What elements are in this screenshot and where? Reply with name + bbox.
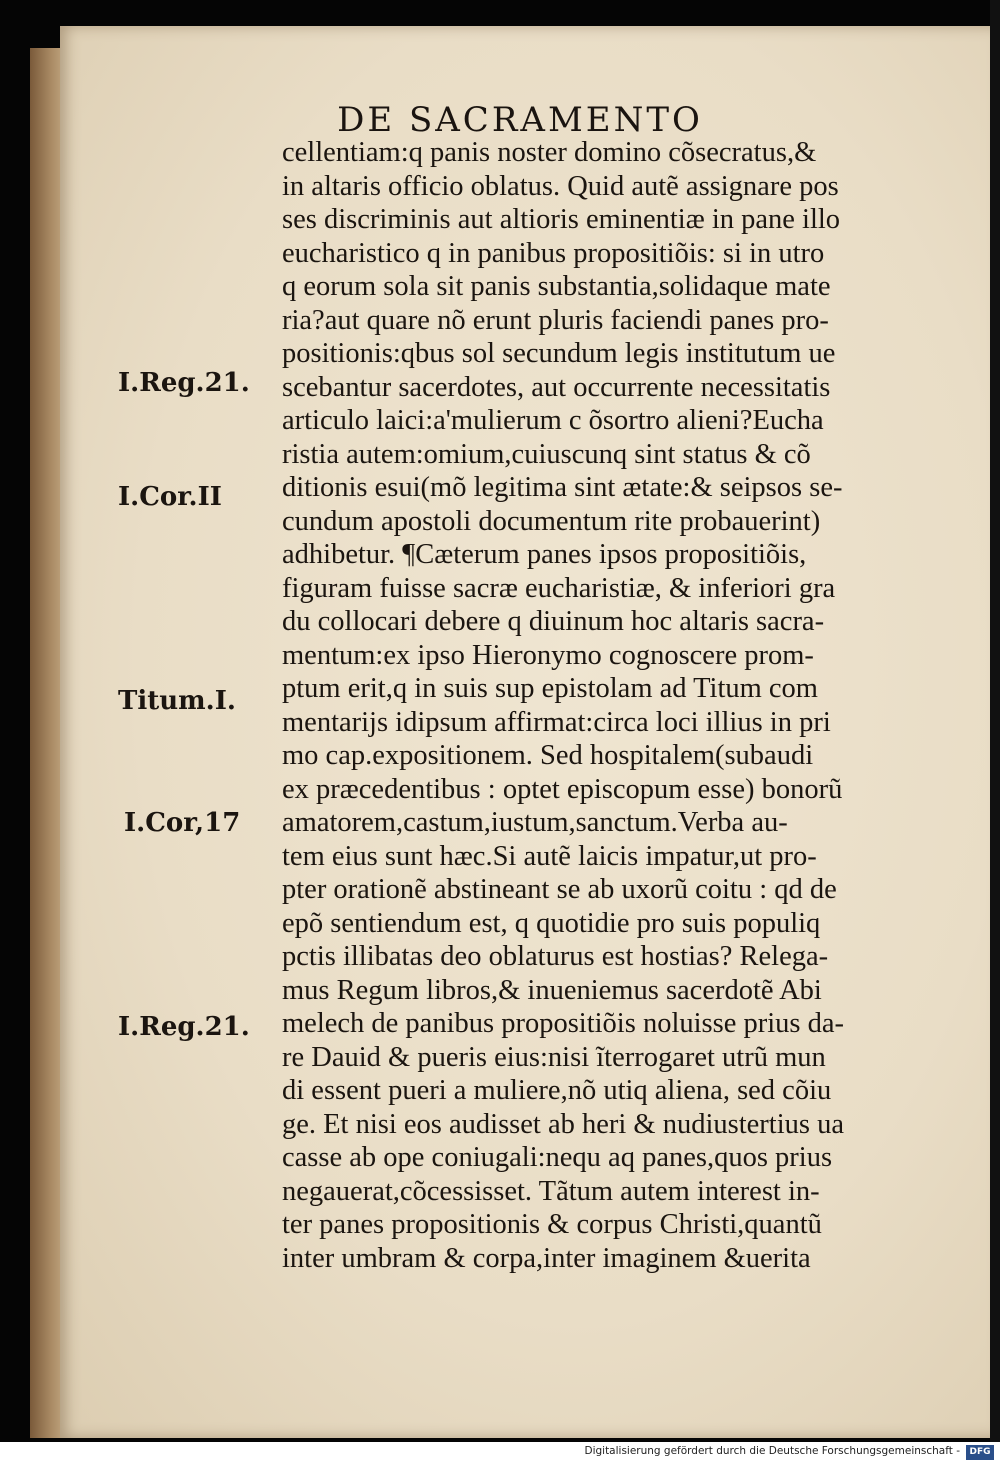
text-line: positionis:qbus sol secundum legis institutum ue xyxy=(282,338,836,369)
margin-note: Titum.I. xyxy=(118,686,236,716)
text-line: pter orationẽ abstineant se ab uxorũ coitu : qd de xyxy=(282,874,837,905)
text-line: epõ sentiendum est, q quotidie pro suis populiq xyxy=(282,907,821,939)
dfg-logo-icon[interactable]: DFG xyxy=(966,1445,994,1460)
text-line: ses discriminis aut altioris eminentiæ in pane illo xyxy=(282,204,841,235)
text-line: mo cap.expositionem. Sed hospitalem(subaudi xyxy=(282,740,814,771)
margin-note: I.Reg.21. xyxy=(118,1012,250,1042)
text-line: di essent pueri a muliere,nõ utiq aliena, sed cõiu xyxy=(282,1075,832,1106)
text-line: inter umbram & corpa,inter imaginem &uerita xyxy=(282,1242,811,1274)
text-line: ex præcedentibus : optet episcopum esse) bonorũ xyxy=(282,773,843,805)
text-line: du collocari debere q diuinum hoc altaris sacra- xyxy=(282,606,825,637)
text-line: adhibetur. ¶Cæterum panes ipsos propositiõis, xyxy=(282,539,807,570)
running-head: DE SACRAMENTO xyxy=(337,100,703,140)
text-line: figuram fuisse sacræ eucharistiæ, & inferiori gra xyxy=(282,572,836,604)
text-line: pctis illibatas deo oblaturus est hostias? Relega- xyxy=(282,941,829,972)
text-line: amatorem,castum,iustum,sanctum.Verba au- xyxy=(282,807,788,838)
text-line: cundum apostoli documentum rite probauerint) xyxy=(282,505,821,537)
text-line: ditionis esui(mõ legitima sint ætate:& seipsos se- xyxy=(282,472,843,503)
funding-notice: Digitalisierung gefördert durch die Deutsche Forschungsgemeinschaft - xyxy=(584,1445,960,1457)
text-line: ptum erit,q in suis sup epistolam ad Titum com xyxy=(282,673,818,704)
text-line: re Dauid & pueris eius:nisi ĩterrogaret utrũ mun xyxy=(282,1041,826,1073)
text-line: tem eius sunt hæc.Si autẽ laicis impatur,ut pro- xyxy=(282,840,817,872)
text-line: ter panes propositionis & corpus Christi,quantũ xyxy=(282,1209,822,1240)
text-line: q eorum sola sit panis substantia,solidaque mate xyxy=(282,271,831,302)
text-line: mentarijs idipsum affirmat:circa loci illius in pri xyxy=(282,706,831,738)
text-line: ge. Et nisi eos audisset ab heri & nudiustertius ua xyxy=(282,1108,844,1140)
text-line: mentum:ex ipso Hieronymo cognoscere prom- xyxy=(282,639,814,671)
main-text-block xyxy=(282,136,982,1275)
text-line: ria?aut quare nõ erunt pluris faciendi panes pro- xyxy=(282,304,829,336)
margin-note: I.Cor,17 xyxy=(124,808,241,838)
footer-bar xyxy=(0,1442,1000,1464)
text-line: ristia autem:omium,cuiuscunq sint status & cõ xyxy=(282,438,811,470)
margin-note: I.Cor.II xyxy=(118,482,222,512)
text-line: negauerat,cõcessisset. Tãtum autem interest in- xyxy=(282,1175,820,1207)
text-line: articulo laici:a'mulierum c õsortro alieni?Eucha xyxy=(282,405,824,436)
text-line: eucharistico q in panibus propositiõis: si in utro xyxy=(282,237,825,269)
text-line: scebantur sacerdotes, aut occurrente necessitatis xyxy=(282,371,831,403)
text-line: cellentiam:q panis noster domino cõsecratus,& xyxy=(282,137,817,168)
text-line: mus Regum libros,& inueniemus sacerdotẽ Abi xyxy=(282,974,822,1006)
text-line: melech de panibus propositiõis noluisse prius da- xyxy=(282,1008,844,1039)
text-line: casse ab ope coniugali:nequ aq panes,quos prius xyxy=(282,1142,833,1173)
scan-right-edge xyxy=(990,0,1000,1464)
text-line: in altaris officio oblatus. Quid autẽ assignare pos xyxy=(282,170,839,202)
margin-note: I.Reg.21. xyxy=(118,368,250,398)
